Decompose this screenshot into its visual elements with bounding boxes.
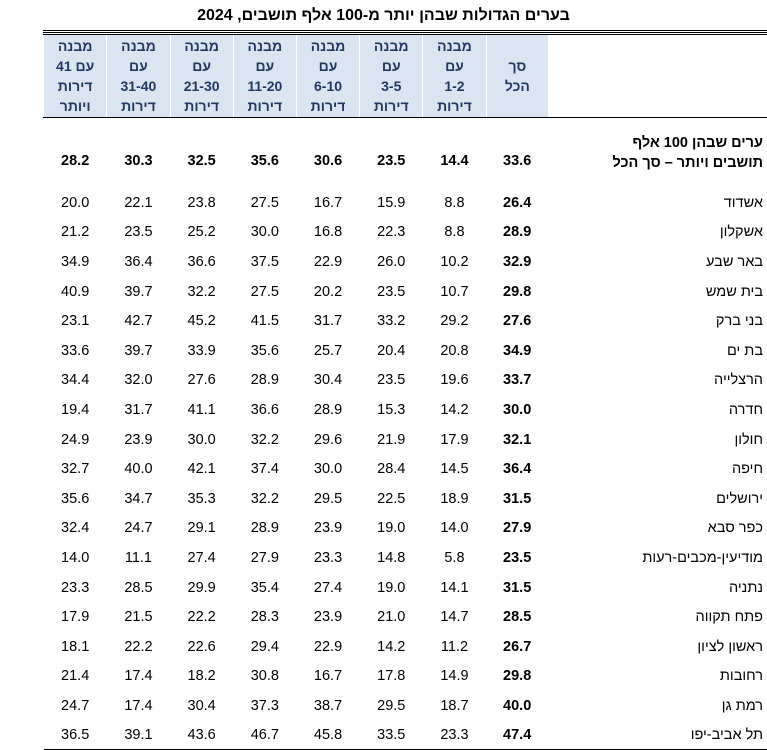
value-cell: 23.3 xyxy=(44,573,107,603)
value-cell: 42.7 xyxy=(107,306,170,336)
total-cell: 34.9 xyxy=(486,336,548,366)
value-cell: 14.2 xyxy=(423,395,486,425)
header-line: 3-5 xyxy=(360,76,422,96)
value-cell: 39.7 xyxy=(107,336,170,366)
value-cell: 35.6 xyxy=(233,336,296,366)
value-cell: 18.2 xyxy=(170,662,233,692)
value-cell: 45.8 xyxy=(296,721,359,750)
value-cell: 18.1 xyxy=(44,632,107,662)
header-line: עם xyxy=(297,56,359,76)
value-cell: 20.0 xyxy=(44,188,107,218)
header-line: ויותר xyxy=(44,96,106,116)
header-line: מבנה xyxy=(171,36,233,56)
total-cell: 32.9 xyxy=(486,247,548,277)
city-name-cell: תל אביב-יפו xyxy=(548,721,767,750)
city-name-cell: רחובות xyxy=(548,662,767,692)
value-cell: 32.7 xyxy=(44,454,107,484)
total-cell: 27.9 xyxy=(486,514,548,544)
table-row xyxy=(44,573,767,603)
header-line: עם xyxy=(107,56,169,76)
value-cell: 37.3 xyxy=(233,691,296,721)
value-cell: 31.7 xyxy=(296,306,359,336)
value-cell: 35.3 xyxy=(170,484,233,514)
summary-row xyxy=(44,118,767,189)
total-cell: 30.0 xyxy=(486,395,548,425)
value-cell: 45.2 xyxy=(170,306,233,336)
city-name-cell: הרצלייה xyxy=(548,366,767,396)
value-cell: 20.2 xyxy=(296,277,359,307)
header-line: דירות xyxy=(44,76,106,96)
value-cell: 32.0 xyxy=(107,366,170,396)
city-name-cell: ירושלים xyxy=(548,484,767,514)
value-cell: 36.4 xyxy=(107,247,170,277)
value-cell: 16.8 xyxy=(296,218,359,248)
table-row xyxy=(44,454,767,484)
city-name-cell: ראשון לציון xyxy=(548,632,767,662)
value-cell: 24.9 xyxy=(44,425,107,455)
header-building-size xyxy=(296,34,359,118)
header-line: מבנה xyxy=(234,36,296,56)
value-cell: 32.2 xyxy=(233,425,296,455)
total-cell: 28.5 xyxy=(486,602,548,632)
table-row xyxy=(44,247,767,277)
total-cell: 29.8 xyxy=(486,277,548,307)
header-line: דירות xyxy=(171,96,233,116)
value-cell: 23.9 xyxy=(107,425,170,455)
header-line: עם xyxy=(423,56,485,76)
value-cell: 15.9 xyxy=(360,188,423,218)
value-cell: 36.6 xyxy=(170,247,233,277)
table-title: בערים הגדולות שבהן יותר מ-100 אלף תושבים, 2024 xyxy=(0,6,767,26)
summary-value-cell: 14.4 xyxy=(423,118,486,189)
data-table xyxy=(43,32,767,750)
summary-label-line2: תושבים ויותר – סך הכל xyxy=(548,153,763,173)
value-cell: 21.9 xyxy=(360,425,423,455)
value-cell: 22.6 xyxy=(170,632,233,662)
value-cell: 30.0 xyxy=(233,218,296,248)
value-cell: 29.1 xyxy=(170,514,233,544)
header-line: 6-10 xyxy=(297,76,359,96)
value-cell: 16.7 xyxy=(296,188,359,218)
value-cell: 23.8 xyxy=(170,188,233,218)
value-cell: 30.0 xyxy=(170,425,233,455)
total-cell: 31.5 xyxy=(486,484,548,514)
value-cell: 8.8 xyxy=(423,188,486,218)
value-cell: 30.0 xyxy=(296,454,359,484)
value-cell: 46.7 xyxy=(233,721,296,750)
value-cell: 15.3 xyxy=(360,395,423,425)
city-name-cell: באר שבע xyxy=(548,247,767,277)
value-cell: 18.9 xyxy=(423,484,486,514)
value-cell: 22.2 xyxy=(107,632,170,662)
value-cell: 17.9 xyxy=(423,425,486,455)
value-cell: 23.5 xyxy=(360,366,423,396)
value-cell: 28.3 xyxy=(233,602,296,632)
value-cell: 28.9 xyxy=(296,395,359,425)
value-cell: 19.0 xyxy=(360,573,423,603)
value-cell: 22.3 xyxy=(360,218,423,248)
value-cell: 21.0 xyxy=(360,602,423,632)
table-row xyxy=(44,277,767,307)
header-line: מבנה xyxy=(297,36,359,56)
table-row xyxy=(44,218,767,248)
total-cell: 26.7 xyxy=(486,632,548,662)
value-cell: 29.6 xyxy=(296,425,359,455)
summary-label-line1: ערים שבהן 100 אלף xyxy=(548,133,763,153)
value-cell: 37.5 xyxy=(233,247,296,277)
value-cell: 17.4 xyxy=(107,691,170,721)
header-line: 31-40 xyxy=(107,76,169,96)
value-cell: 37.4 xyxy=(233,454,296,484)
value-cell: 22.9 xyxy=(296,247,359,277)
city-name-cell: חיפה xyxy=(548,454,767,484)
value-cell: 11.1 xyxy=(107,543,170,573)
summary-value-cell: 32.5 xyxy=(170,118,233,189)
total-cell: 40.0 xyxy=(486,691,548,721)
value-cell: 28.9 xyxy=(233,366,296,396)
city-name-cell: רמת גן xyxy=(548,691,767,721)
value-cell: 22.2 xyxy=(170,602,233,632)
value-cell: 25.2 xyxy=(170,218,233,248)
value-cell: 38.7 xyxy=(296,691,359,721)
value-cell: 26.0 xyxy=(360,247,423,277)
summary-value-cell: 23.5 xyxy=(360,118,423,189)
value-cell: 35.6 xyxy=(44,484,107,514)
city-name-cell: חדרה xyxy=(548,395,767,425)
value-cell: 32.4 xyxy=(44,514,107,544)
value-cell: 30.4 xyxy=(296,366,359,396)
header-line: 1-2 xyxy=(423,76,485,96)
header-line: 11-20 xyxy=(234,76,296,96)
table-row xyxy=(44,188,767,218)
summary-value-cell: 30.3 xyxy=(107,118,170,189)
total-cell: 33.7 xyxy=(486,366,548,396)
header-row xyxy=(44,34,767,118)
table-row xyxy=(44,662,767,692)
value-cell: 11.2 xyxy=(423,632,486,662)
city-name-cell: נתניה xyxy=(548,573,767,603)
total-cell: 32.1 xyxy=(486,425,548,455)
header-building-size xyxy=(360,34,423,118)
value-cell: 27.4 xyxy=(296,573,359,603)
value-cell: 24.7 xyxy=(44,691,107,721)
value-cell: 25.7 xyxy=(296,336,359,366)
value-cell: 23.1 xyxy=(44,306,107,336)
value-cell: 19.6 xyxy=(423,366,486,396)
value-cell: 14.1 xyxy=(423,573,486,603)
table-row xyxy=(44,632,767,662)
value-cell: 10.2 xyxy=(423,247,486,277)
value-cell: 41.5 xyxy=(233,306,296,336)
summary-label xyxy=(548,118,767,189)
value-cell: 34.7 xyxy=(107,484,170,514)
value-cell: 41.1 xyxy=(170,395,233,425)
header-line: דירות xyxy=(107,96,169,116)
header-total xyxy=(486,34,548,118)
value-cell: 19.0 xyxy=(360,514,423,544)
value-cell: 28.5 xyxy=(107,573,170,603)
header-line: מבנה xyxy=(423,36,485,56)
header-line: 21-30 xyxy=(171,76,233,96)
table-row xyxy=(44,602,767,632)
table-row xyxy=(44,395,767,425)
header-building-size xyxy=(170,34,233,118)
value-cell: 22.9 xyxy=(296,632,359,662)
value-cell: 20.8 xyxy=(423,336,486,366)
header-city-column xyxy=(548,34,767,118)
value-cell: 8.8 xyxy=(423,218,486,248)
value-cell: 31.7 xyxy=(107,395,170,425)
header-line: דירות xyxy=(234,96,296,116)
value-cell: 33.6 xyxy=(44,336,107,366)
value-cell: 39.7 xyxy=(107,277,170,307)
header-building-size xyxy=(44,34,107,118)
value-cell: 16.7 xyxy=(296,662,359,692)
value-cell: 43.6 xyxy=(170,721,233,750)
value-cell: 18.7 xyxy=(423,691,486,721)
header-line: עם xyxy=(171,56,233,76)
value-cell: 23.5 xyxy=(107,218,170,248)
table-row xyxy=(44,336,767,366)
table-row xyxy=(44,366,767,396)
value-cell: 30.4 xyxy=(170,691,233,721)
value-cell: 29.5 xyxy=(296,484,359,514)
value-cell: 34.4 xyxy=(44,366,107,396)
city-name-cell: בת ים xyxy=(548,336,767,366)
value-cell: 35.4 xyxy=(233,573,296,603)
value-cell: 29.4 xyxy=(233,632,296,662)
value-cell: 36.6 xyxy=(233,395,296,425)
value-cell: 14.0 xyxy=(423,514,486,544)
city-name-cell: בני ברק xyxy=(548,306,767,336)
city-name-cell: אשקלון xyxy=(548,218,767,248)
city-name-cell: חולון xyxy=(548,425,767,455)
value-cell: 21.2 xyxy=(44,218,107,248)
total-cell: 26.4 xyxy=(486,188,548,218)
value-cell: 42.1 xyxy=(170,454,233,484)
value-cell: 17.8 xyxy=(360,662,423,692)
header-line: מבנה xyxy=(360,36,422,56)
table-row xyxy=(44,514,767,544)
table-row xyxy=(44,484,767,514)
value-cell: 34.9 xyxy=(44,247,107,277)
header-line: עם xyxy=(234,56,296,76)
value-cell: 27.6 xyxy=(170,366,233,396)
city-name-cell: כפר סבא xyxy=(548,514,767,544)
city-name-cell: אשדוד xyxy=(548,188,767,218)
value-cell: 22.5 xyxy=(360,484,423,514)
header-building-size xyxy=(233,34,296,118)
value-cell: 27.5 xyxy=(233,277,296,307)
value-cell: 14.9 xyxy=(423,662,486,692)
table-row xyxy=(44,721,767,750)
value-cell: 5.8 xyxy=(423,543,486,573)
table-body xyxy=(44,118,767,750)
value-cell: 33.2 xyxy=(360,306,423,336)
value-cell: 14.7 xyxy=(423,602,486,632)
value-cell: 30.8 xyxy=(233,662,296,692)
table-row xyxy=(44,691,767,721)
value-cell: 23.3 xyxy=(423,721,486,750)
value-cell: 40.0 xyxy=(107,454,170,484)
header-line: סך xyxy=(487,56,549,76)
value-cell: 39.1 xyxy=(107,721,170,750)
header-line: מבנה xyxy=(44,36,106,56)
value-cell: 14.0 xyxy=(44,543,107,573)
header-line: עם 41 xyxy=(44,56,106,76)
value-cell: 10.7 xyxy=(423,277,486,307)
value-cell: 33.9 xyxy=(170,336,233,366)
table-row xyxy=(44,425,767,455)
header-line: דירות xyxy=(360,96,422,116)
value-cell: 36.5 xyxy=(44,721,107,750)
value-cell: 19.4 xyxy=(44,395,107,425)
value-cell: 23.9 xyxy=(296,602,359,632)
table-row xyxy=(44,543,767,573)
value-cell: 21.5 xyxy=(107,602,170,632)
header-building-size xyxy=(423,34,486,118)
total-cell: 27.6 xyxy=(486,306,548,336)
total-cell: 47.4 xyxy=(486,721,548,750)
value-cell: 23.9 xyxy=(296,514,359,544)
value-cell: 29.2 xyxy=(423,306,486,336)
header-line: הכל xyxy=(487,76,549,96)
value-cell: 27.9 xyxy=(233,543,296,573)
value-cell: 17.9 xyxy=(44,602,107,632)
header-line: עם xyxy=(360,56,422,76)
table-row xyxy=(44,306,767,336)
value-cell: 17.4 xyxy=(107,662,170,692)
summary-value-cell: 30.6 xyxy=(296,118,359,189)
total-cell: 36.4 xyxy=(486,454,548,484)
header-line: מבנה xyxy=(107,36,169,56)
summary-value-cell: 28.2 xyxy=(44,118,107,189)
header-line: דירות xyxy=(423,96,485,116)
value-cell: 23.3 xyxy=(296,543,359,573)
total-cell: 31.5 xyxy=(486,573,548,603)
title-divider xyxy=(43,30,767,31)
header-line: דירות xyxy=(297,96,359,116)
value-cell: 24.7 xyxy=(107,514,170,544)
value-cell: 21.4 xyxy=(44,662,107,692)
value-cell: 29.5 xyxy=(360,691,423,721)
total-cell: 28.9 xyxy=(486,218,548,248)
value-cell: 14.2 xyxy=(360,632,423,662)
city-name-cell: בית שמש xyxy=(548,277,767,307)
value-cell: 27.4 xyxy=(170,543,233,573)
header-building-size xyxy=(107,34,170,118)
value-cell: 14.8 xyxy=(360,543,423,573)
total-cell: 23.5 xyxy=(486,543,548,573)
city-name-cell: מודיעין-מכבים-רעות xyxy=(548,543,767,573)
value-cell: 14.5 xyxy=(423,454,486,484)
value-cell: 32.2 xyxy=(233,484,296,514)
value-cell: 28.9 xyxy=(233,514,296,544)
value-cell: 29.9 xyxy=(170,573,233,603)
value-cell: 27.5 xyxy=(233,188,296,218)
total-cell: 29.8 xyxy=(486,662,548,692)
value-cell: 20.4 xyxy=(360,336,423,366)
value-cell: 32.2 xyxy=(170,277,233,307)
value-cell: 33.5 xyxy=(360,721,423,750)
summary-value-cell: 35.6 xyxy=(233,118,296,189)
city-name-cell: פתח תקווה xyxy=(548,602,767,632)
value-cell: 28.4 xyxy=(360,454,423,484)
value-cell: 23.5 xyxy=(360,277,423,307)
value-cell: 40.9 xyxy=(44,277,107,307)
value-cell: 22.1 xyxy=(107,188,170,218)
summary-total-cell: 33.6 xyxy=(486,118,548,189)
